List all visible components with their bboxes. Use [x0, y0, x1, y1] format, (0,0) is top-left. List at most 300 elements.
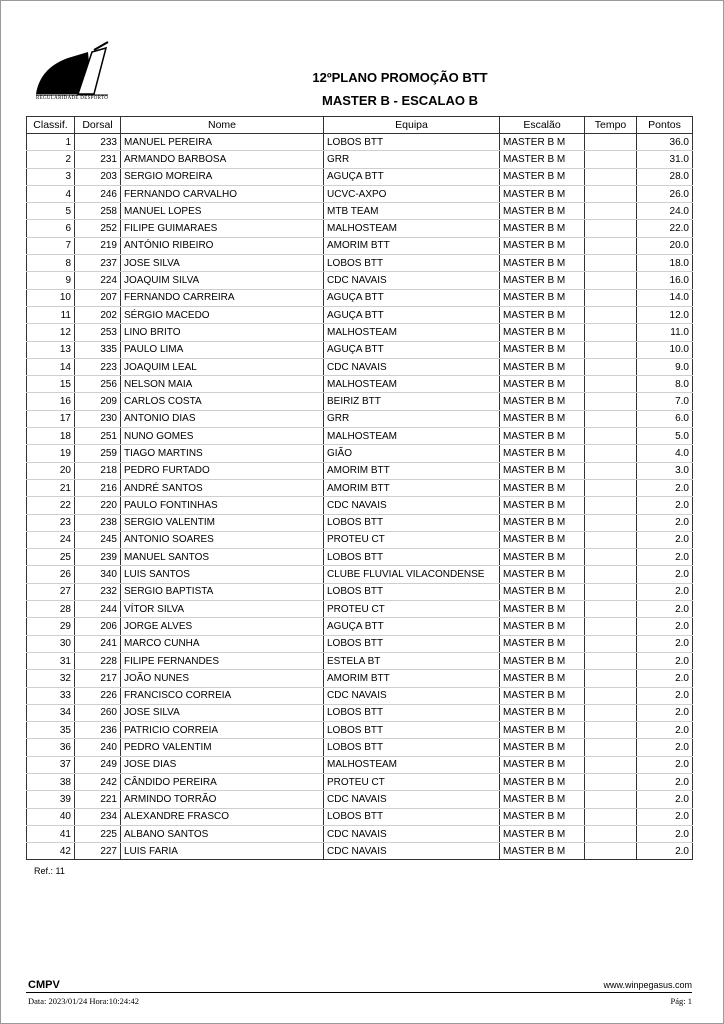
cell-pontos: 28.0 — [637, 168, 693, 185]
table-row — [27, 462, 693, 479]
table-row — [27, 168, 693, 185]
cell-tempo — [585, 306, 637, 323]
table-row — [27, 756, 693, 773]
cell-pontos: 2.0 — [637, 618, 693, 635]
cell-pontos: 22.0 — [637, 220, 693, 237]
cell-pontos: 3.0 — [637, 462, 693, 479]
cell-equipa: LOBOS BTT — [324, 134, 500, 151]
cell-escalao: MASTER B M — [500, 272, 585, 289]
cell-tempo — [585, 479, 637, 496]
cell-tempo — [585, 220, 637, 237]
cell-dorsal: 246 — [75, 185, 121, 202]
cell-tempo — [585, 843, 637, 860]
cell-dorsal: 260 — [75, 704, 121, 721]
cell-classif: 10 — [27, 289, 75, 306]
cell-tempo — [585, 635, 637, 652]
cell-dorsal: 245 — [75, 531, 121, 548]
cell-dorsal: 220 — [75, 497, 121, 514]
cell-pontos: 2.0 — [637, 670, 693, 687]
cell-pontos: 2.0 — [637, 739, 693, 756]
cell-nome: LUIS SANTOS — [121, 566, 324, 583]
cell-pontos: 2.0 — [637, 687, 693, 704]
cell-equipa: LOBOS BTT — [324, 583, 500, 600]
cell-escalao: MASTER B M — [500, 306, 585, 323]
cell-tempo — [585, 497, 637, 514]
cell-pontos: 31.0 — [637, 151, 693, 168]
cell-nome: ARMANDO BARBOSA — [121, 151, 324, 168]
cell-nome: ANTONIO SOARES — [121, 531, 324, 548]
cell-escalao: MASTER B M — [500, 220, 585, 237]
cell-nome: PEDRO VALENTIM — [121, 739, 324, 756]
report-title: 12ºPLANO PROMOÇÃO BTT — [312, 70, 488, 85]
cell-tempo — [585, 341, 637, 358]
cell-classif: 6 — [27, 220, 75, 237]
cell-tempo — [585, 704, 637, 721]
cell-dorsal: 236 — [75, 722, 121, 739]
cell-nome: LINO BRITO — [121, 324, 324, 341]
cell-pontos: 2.0 — [637, 601, 693, 618]
cell-dorsal: 228 — [75, 652, 121, 669]
cell-escalao: MASTER B M — [500, 462, 585, 479]
table-row — [27, 566, 693, 583]
cell-nome: ALBANO SANTOS — [121, 825, 324, 842]
cell-escalao: MASTER B M — [500, 358, 585, 375]
cell-dorsal: 221 — [75, 791, 121, 808]
cell-escalao: MASTER B M — [500, 393, 585, 410]
table-row — [27, 739, 693, 756]
cell-dorsal: 218 — [75, 462, 121, 479]
cell-nome: MANUEL LOPES — [121, 203, 324, 220]
cell-escalao: MASTER B M — [500, 583, 585, 600]
cell-dorsal: 227 — [75, 843, 121, 860]
cell-equipa: CDC NAVAIS — [324, 358, 500, 375]
cell-nome: CARLOS COSTA — [121, 393, 324, 410]
cell-nome: TIAGO MARTINS — [121, 445, 324, 462]
cell-escalao: MASTER B M — [500, 773, 585, 790]
cell-nome: FERNANDO CARVALHO — [121, 185, 324, 202]
table-row — [27, 393, 693, 410]
cell-pontos: 7.0 — [637, 393, 693, 410]
cell-tempo — [585, 773, 637, 790]
table-row — [27, 203, 693, 220]
cell-nome: JOSE SILVA — [121, 704, 324, 721]
cell-classif: 34 — [27, 704, 75, 721]
cell-classif: 23 — [27, 514, 75, 531]
cell-dorsal: 219 — [75, 237, 121, 254]
cell-nome: MANUEL PEREIRA — [121, 134, 324, 151]
table-row — [27, 670, 693, 687]
cell-dorsal: 239 — [75, 549, 121, 566]
cell-classif: 30 — [27, 635, 75, 652]
cell-dorsal: 234 — [75, 808, 121, 825]
table-row — [27, 428, 693, 445]
header-dorsal: Dorsal — [75, 117, 121, 134]
cell-classif: 16 — [27, 393, 75, 410]
cell-equipa: CDC NAVAIS — [324, 843, 500, 860]
cell-tempo — [585, 601, 637, 618]
cell-equipa: MALHOSTEAM — [324, 220, 500, 237]
table-row — [27, 237, 693, 254]
cell-escalao: MASTER B M — [500, 289, 585, 306]
cell-classif: 12 — [27, 324, 75, 341]
cell-pontos: 14.0 — [637, 289, 693, 306]
cell-tempo — [585, 376, 637, 393]
cell-equipa: AGUÇA BTT — [324, 341, 500, 358]
cell-classif: 8 — [27, 255, 75, 272]
cell-pontos: 6.0 — [637, 410, 693, 427]
cell-pontos: 16.0 — [637, 272, 693, 289]
cell-nome: PAULO FONTINHAS — [121, 497, 324, 514]
table-row — [27, 134, 693, 151]
cell-equipa: PROTEU CT — [324, 601, 500, 618]
cell-tempo — [585, 255, 637, 272]
cell-classif: 17 — [27, 410, 75, 427]
cell-tempo — [585, 618, 637, 635]
cell-tempo — [585, 756, 637, 773]
cell-nome: FILIPE FERNANDES — [121, 652, 324, 669]
cell-equipa: CDC NAVAIS — [324, 272, 500, 289]
cell-classif: 14 — [27, 358, 75, 375]
cell-classif: 28 — [27, 601, 75, 618]
cell-tempo — [585, 825, 637, 842]
cell-dorsal: 335 — [75, 341, 121, 358]
cell-nome: VÍTOR SILVA — [121, 601, 324, 618]
cell-dorsal: 258 — [75, 203, 121, 220]
cell-dorsal: 256 — [75, 376, 121, 393]
cell-nome: FILIPE GUIMARAES — [121, 220, 324, 237]
cell-tempo — [585, 185, 637, 202]
cell-classif: 26 — [27, 566, 75, 583]
cell-nome: ANDRÉ SANTOS — [121, 479, 324, 496]
cell-escalao: MASTER B M — [500, 670, 585, 687]
cell-escalao: MASTER B M — [500, 601, 585, 618]
cell-dorsal: 203 — [75, 168, 121, 185]
cell-nome: ARMINDO TORRÃO — [121, 791, 324, 808]
cell-tempo — [585, 410, 637, 427]
cell-escalao: MASTER B M — [500, 151, 585, 168]
cell-escalao: MASTER B M — [500, 203, 585, 220]
table-row — [27, 151, 693, 168]
footer-page-number: Pág: 1 — [670, 996, 692, 1006]
cell-dorsal: 240 — [75, 739, 121, 756]
cell-escalao: MASTER B M — [500, 618, 585, 635]
cell-pontos: 2.0 — [637, 479, 693, 496]
cell-dorsal: 253 — [75, 324, 121, 341]
cell-dorsal: 226 — [75, 687, 121, 704]
table-row — [27, 687, 693, 704]
cell-nome: PAULO LIMA — [121, 341, 324, 358]
cell-classif: 9 — [27, 272, 75, 289]
cell-escalao: MASTER B M — [500, 237, 585, 254]
cell-nome: SÉRGIO MACEDO — [121, 306, 324, 323]
cell-nome: NUNO GOMES — [121, 428, 324, 445]
table-row — [27, 652, 693, 669]
cell-nome: ALEXANDRE FRASCO — [121, 808, 324, 825]
cell-classif: 1 — [27, 134, 75, 151]
cell-pontos: 24.0 — [637, 203, 693, 220]
cell-tempo — [585, 652, 637, 669]
cell-classif: 13 — [27, 341, 75, 358]
cell-escalao: MASTER B M — [500, 445, 585, 462]
results-body — [27, 134, 693, 860]
table-row — [27, 825, 693, 842]
cell-escalao: MASTER B M — [500, 255, 585, 272]
cell-tempo — [585, 722, 637, 739]
cell-escalao: MASTER B M — [500, 704, 585, 721]
cell-dorsal: 340 — [75, 566, 121, 583]
cell-equipa: AMORIM BTT — [324, 479, 500, 496]
cell-classif: 18 — [27, 428, 75, 445]
cell-tempo — [585, 203, 637, 220]
cell-nome: JOSE SILVA — [121, 255, 324, 272]
cell-classif: 42 — [27, 843, 75, 860]
table-row — [27, 185, 693, 202]
header-escalao: Escalão — [500, 117, 585, 134]
cell-escalao: MASTER B M — [500, 410, 585, 427]
cell-pontos: 2.0 — [637, 843, 693, 860]
footer-divider — [26, 992, 692, 993]
cell-equipa: CDC NAVAIS — [324, 791, 500, 808]
cell-pontos: 2.0 — [637, 825, 693, 842]
cell-escalao: MASTER B M — [500, 566, 585, 583]
cell-pontos: 2.0 — [637, 566, 693, 583]
cell-nome: PATRICIO CORREIA — [121, 722, 324, 739]
report-subtitle: MASTER B - ESCALAO B — [322, 93, 478, 108]
cell-pontos: 36.0 — [637, 134, 693, 151]
cell-pontos: 2.0 — [637, 635, 693, 652]
cell-pontos: 2.0 — [637, 722, 693, 739]
table-row — [27, 255, 693, 272]
cell-tempo — [585, 358, 637, 375]
cell-nome: SERGIO MOREIRA — [121, 168, 324, 185]
cell-equipa: AGUÇA BTT — [324, 168, 500, 185]
cell-escalao: MASTER B M — [500, 376, 585, 393]
logo-caption: REGULARIDADE DESPORTO — [36, 96, 109, 101]
cell-classif: 4 — [27, 185, 75, 202]
cell-equipa: MALHOSTEAM — [324, 428, 500, 445]
cell-nome: ANTÓNIO RIBEIRO — [121, 237, 324, 254]
cell-tempo — [585, 272, 637, 289]
table-row — [27, 618, 693, 635]
cell-pontos: 26.0 — [637, 185, 693, 202]
cell-equipa: LOBOS BTT — [324, 255, 500, 272]
cell-tempo — [585, 670, 637, 687]
cell-pontos: 2.0 — [637, 514, 693, 531]
cell-classif: 40 — [27, 808, 75, 825]
cell-equipa: MALHOSTEAM — [324, 324, 500, 341]
cell-classif: 35 — [27, 722, 75, 739]
cell-equipa: AGUÇA BTT — [324, 618, 500, 635]
cell-dorsal: 225 — [75, 825, 121, 842]
cell-classif: 2 — [27, 151, 75, 168]
cell-dorsal: 230 — [75, 410, 121, 427]
header-nome: Nome — [121, 117, 324, 134]
cell-classif: 38 — [27, 773, 75, 790]
cell-escalao: MASTER B M — [500, 549, 585, 566]
cell-equipa: LOBOS BTT — [324, 722, 500, 739]
cell-classif: 11 — [27, 306, 75, 323]
cell-pontos: 12.0 — [637, 306, 693, 323]
cell-classif: 22 — [27, 497, 75, 514]
cell-tempo — [585, 739, 637, 756]
cell-escalao: MASTER B M — [500, 722, 585, 739]
cell-equipa: LOBOS BTT — [324, 635, 500, 652]
cell-escalao: MASTER B M — [500, 479, 585, 496]
cell-equipa: MALHOSTEAM — [324, 756, 500, 773]
table-row — [27, 635, 693, 652]
cell-tempo — [585, 583, 637, 600]
cell-classif: 31 — [27, 652, 75, 669]
cell-classif: 32 — [27, 670, 75, 687]
cell-pontos: 2.0 — [637, 756, 693, 773]
table-row — [27, 220, 693, 237]
cell-tempo — [585, 134, 637, 151]
cell-dorsal: 251 — [75, 428, 121, 445]
cell-nome: SERGIO VALENTIM — [121, 514, 324, 531]
cell-dorsal: 238 — [75, 514, 121, 531]
footer-date: Data: 2023/01/24 Hora:10:24:42 — [28, 996, 139, 1006]
cell-equipa: CDC NAVAIS — [324, 497, 500, 514]
cell-equipa: LOBOS BTT — [324, 514, 500, 531]
cell-dorsal: 237 — [75, 255, 121, 272]
cell-nome: NELSON MAIA — [121, 376, 324, 393]
cell-tempo — [585, 445, 637, 462]
cell-equipa: AMORIM BTT — [324, 462, 500, 479]
cell-tempo — [585, 566, 637, 583]
cell-equipa: BEIRIZ BTT — [324, 393, 500, 410]
table-row — [27, 583, 693, 600]
cell-tempo — [585, 549, 637, 566]
cell-pontos: 4.0 — [637, 445, 693, 462]
cell-equipa: UCVC-AXPO — [324, 185, 500, 202]
cell-classif: 29 — [27, 618, 75, 635]
cell-dorsal: 209 — [75, 393, 121, 410]
table-row — [27, 843, 693, 860]
header-tempo: Tempo — [585, 117, 637, 134]
cell-equipa: ESTELA BT — [324, 652, 500, 669]
cell-classif: 3 — [27, 168, 75, 185]
cell-nome: JOSE DIAS — [121, 756, 324, 773]
cell-nome: JOÃO NUNES — [121, 670, 324, 687]
cell-escalao: MASTER B M — [500, 185, 585, 202]
table-row — [27, 306, 693, 323]
cell-equipa: MALHOSTEAM — [324, 376, 500, 393]
cell-equipa: AGUÇA BTT — [324, 306, 500, 323]
cell-tempo — [585, 531, 637, 548]
table-row — [27, 410, 693, 427]
table-header-row — [27, 117, 693, 134]
cell-classif: 36 — [27, 739, 75, 756]
cell-pontos: 2.0 — [637, 531, 693, 548]
cell-escalao: MASTER B M — [500, 134, 585, 151]
header-classif: Classif. — [27, 117, 75, 134]
cell-escalao: MASTER B M — [500, 756, 585, 773]
cell-escalao: MASTER B M — [500, 791, 585, 808]
table-row — [27, 289, 693, 306]
cell-escalao: MASTER B M — [500, 739, 585, 756]
cell-classif: 5 — [27, 203, 75, 220]
cell-equipa: LOBOS BTT — [324, 549, 500, 566]
cell-equipa: CDC NAVAIS — [324, 687, 500, 704]
footer-website: www.winpegasus.com — [603, 980, 692, 990]
ref-label: Ref.: 11 — [34, 866, 65, 876]
cell-equipa: AGUÇA BTT — [324, 289, 500, 306]
table-row — [27, 549, 693, 566]
cell-classif: 39 — [27, 791, 75, 808]
cell-equipa: PROTEU CT — [324, 531, 500, 548]
cell-dorsal: 216 — [75, 479, 121, 496]
cell-escalao: MASTER B M — [500, 514, 585, 531]
header-pontos: Pontos — [637, 117, 693, 134]
cell-dorsal: 233 — [75, 134, 121, 151]
cell-classif: 37 — [27, 756, 75, 773]
cell-dorsal: 217 — [75, 670, 121, 687]
cell-nome: JORGE ALVES — [121, 618, 324, 635]
cell-classif: 27 — [27, 583, 75, 600]
table-row — [27, 497, 693, 514]
cell-equipa: CDC NAVAIS — [324, 825, 500, 842]
table-row — [27, 601, 693, 618]
cell-pontos: 2.0 — [637, 704, 693, 721]
cell-dorsal: 232 — [75, 583, 121, 600]
table-row — [27, 445, 693, 462]
cell-equipa: GIÃO — [324, 445, 500, 462]
cell-nome: ANTONIO DIAS — [121, 410, 324, 427]
cell-equipa: GRR — [324, 410, 500, 427]
table-row — [27, 514, 693, 531]
cell-escalao: MASTER B M — [500, 652, 585, 669]
table-row — [27, 808, 693, 825]
cell-dorsal: 202 — [75, 306, 121, 323]
cell-tempo — [585, 687, 637, 704]
table-row — [27, 531, 693, 548]
table-row — [27, 722, 693, 739]
cell-equipa: PROTEU CT — [324, 773, 500, 790]
cell-classif: 24 — [27, 531, 75, 548]
table-row — [27, 376, 693, 393]
cell-pontos: 2.0 — [637, 497, 693, 514]
cell-nome: FRANCISCO CORREIA — [121, 687, 324, 704]
cell-dorsal: 249 — [75, 756, 121, 773]
cell-nome: CÂNDIDO PEREIRA — [121, 773, 324, 790]
cell-equipa: MTB TEAM — [324, 203, 500, 220]
cell-classif: 41 — [27, 825, 75, 842]
cell-equipa: LOBOS BTT — [324, 739, 500, 756]
table-row — [27, 358, 693, 375]
cell-nome: FERNANDO CARREIRA — [121, 289, 324, 306]
cell-dorsal: 223 — [75, 358, 121, 375]
table-row — [27, 773, 693, 790]
cell-tempo — [585, 289, 637, 306]
cell-pontos: 9.0 — [637, 358, 693, 375]
header-equipa: Equipa — [324, 117, 500, 134]
cell-classif: 15 — [27, 376, 75, 393]
cell-dorsal: 241 — [75, 635, 121, 652]
cell-nome: JOAQUIM LEAL — [121, 358, 324, 375]
cell-tempo — [585, 393, 637, 410]
cell-pontos: 5.0 — [637, 428, 693, 445]
cell-nome: MANUEL SANTOS — [121, 549, 324, 566]
cell-nome: SERGIO BAPTISTA — [121, 583, 324, 600]
cell-dorsal: 244 — [75, 601, 121, 618]
cell-classif: 19 — [27, 445, 75, 462]
cell-tempo — [585, 168, 637, 185]
cell-escalao: MASTER B M — [500, 531, 585, 548]
cell-classif: 21 — [27, 479, 75, 496]
cell-equipa: AMORIM BTT — [324, 670, 500, 687]
cell-equipa: AMORIM BTT — [324, 237, 500, 254]
cell-pontos: 20.0 — [637, 237, 693, 254]
